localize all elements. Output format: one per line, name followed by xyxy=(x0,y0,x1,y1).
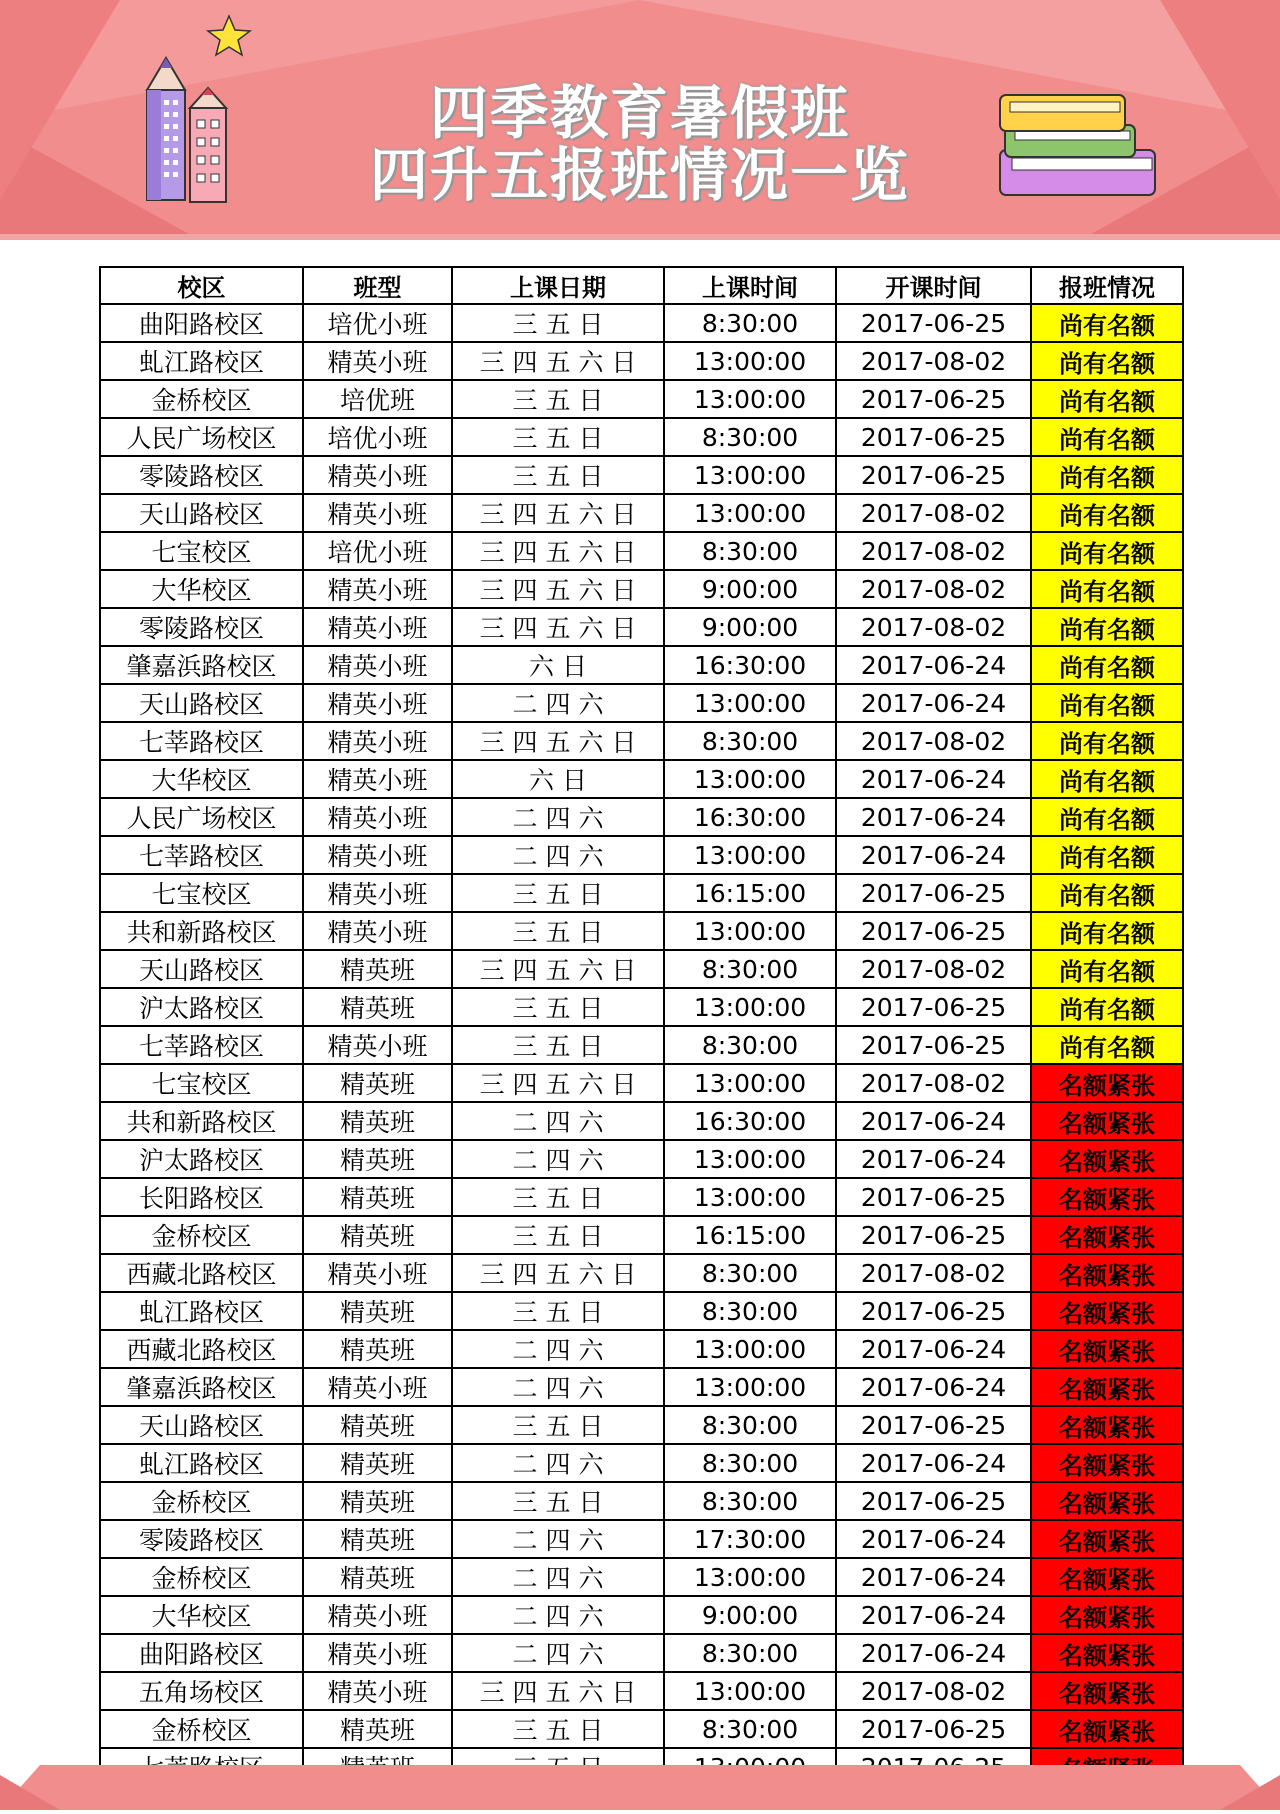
cell-start-date: 2017-06-24 xyxy=(836,1634,1031,1672)
cell-class-type: 精英小班 xyxy=(303,456,452,494)
cell-class-type: 培优小班 xyxy=(303,304,452,342)
cell-class-type: 精英班 xyxy=(303,1292,452,1330)
cell-campus: 七莘路校区 xyxy=(100,1026,303,1064)
cell-class-days: 二 四 六 xyxy=(452,836,664,874)
cell-enrollment-status: 尚有名额 xyxy=(1031,646,1183,684)
cell-class-time: 8:30:00 xyxy=(664,950,836,988)
table-row xyxy=(100,1596,1183,1634)
cell-enrollment-status: 尚有名额 xyxy=(1031,532,1183,570)
table-row xyxy=(100,456,1183,494)
cell-campus: 天山路校区 xyxy=(100,1406,303,1444)
table-row xyxy=(100,988,1183,1026)
cell-start-date: 2017-06-25 xyxy=(836,912,1031,950)
cell-enrollment-status: 尚有名额 xyxy=(1031,608,1183,646)
cell-class-type: 精英小班 xyxy=(303,912,452,950)
footer-banner xyxy=(0,1765,1280,1810)
cell-start-date: 2017-06-25 xyxy=(836,1482,1031,1520)
cell-campus: 零陵路校区 xyxy=(100,456,303,494)
cell-class-type: 精英班 xyxy=(303,1482,452,1520)
cell-campus: 虬江路校区 xyxy=(100,342,303,380)
cell-class-days: 三 五 日 xyxy=(452,988,664,1026)
table-row xyxy=(100,1672,1183,1710)
table-row xyxy=(100,646,1183,684)
cell-class-time: 13:00:00 xyxy=(664,380,836,418)
cell-class-time: 13:00:00 xyxy=(664,836,836,874)
cell-enrollment-status: 名额紧张 xyxy=(1031,1178,1183,1216)
cell-class-time: 13:00:00 xyxy=(664,1368,836,1406)
cell-campus: 七宝校区 xyxy=(100,532,303,570)
cell-class-days: 三 四 五 六 日 xyxy=(452,342,664,380)
cell-class-days: 三 四 五 六 日 xyxy=(452,722,664,760)
cell-class-days: 二 四 六 xyxy=(452,1330,664,1368)
cell-campus: 天山路校区 xyxy=(100,494,303,532)
cell-start-date: 2017-06-24 xyxy=(836,1596,1031,1634)
cell-class-type: 精英班 xyxy=(303,1064,452,1102)
cell-class-time: 8:30:00 xyxy=(664,418,836,456)
cell-class-type: 精英小班 xyxy=(303,646,452,684)
table-row xyxy=(100,608,1183,646)
cell-class-time: 13:00:00 xyxy=(664,494,836,532)
table-row xyxy=(100,950,1183,988)
cell-start-date: 2017-06-25 xyxy=(836,988,1031,1026)
cell-class-time: 16:15:00 xyxy=(664,874,836,912)
page-title: 四季教育暑假班 xyxy=(429,79,850,147)
cell-class-days: 二 四 六 xyxy=(452,1140,664,1178)
cell-start-date: 2017-06-24 xyxy=(836,646,1031,684)
table-row xyxy=(100,418,1183,456)
cell-campus: 虬江路校区 xyxy=(100,1444,303,1482)
cell-class-days: 三 四 五 六 日 xyxy=(452,608,664,646)
cell-class-type: 精英小班 xyxy=(303,494,452,532)
cell-class-days: 三 四 五 六 日 xyxy=(452,532,664,570)
cell-campus: 五角场校区 xyxy=(100,1672,303,1710)
cell-start-date: 2017-06-24 xyxy=(836,684,1031,722)
cell-campus: 金桥校区 xyxy=(100,380,303,418)
cell-enrollment-status: 名额紧张 xyxy=(1031,1672,1183,1710)
cell-start-date: 2017-08-02 xyxy=(836,342,1031,380)
cell-class-time: 13:00:00 xyxy=(664,912,836,950)
cell-enrollment-status: 名额紧张 xyxy=(1031,1102,1183,1140)
cell-campus: 曲阳路校区 xyxy=(100,304,303,342)
cell-class-days: 六 日 xyxy=(452,646,664,684)
table-row xyxy=(100,342,1183,380)
cell-class-days: 三 四 五 六 日 xyxy=(452,1254,664,1292)
cell-class-time: 8:30:00 xyxy=(664,1406,836,1444)
cell-class-type: 精英班 xyxy=(303,1520,452,1558)
page-subtitle: 四升五报班情况一览 xyxy=(369,141,910,209)
cell-class-days: 三 四 五 六 日 xyxy=(452,1064,664,1102)
cell-campus: 七宝校区 xyxy=(100,874,303,912)
table-row xyxy=(100,1140,1183,1178)
table-row xyxy=(100,874,1183,912)
table-row xyxy=(100,494,1183,532)
cell-enrollment-status: 名额紧张 xyxy=(1031,1482,1183,1520)
cell-class-days: 三 五 日 xyxy=(452,912,664,950)
cell-enrollment-status: 尚有名额 xyxy=(1031,418,1183,456)
cell-start-date: 2017-06-25 xyxy=(836,304,1031,342)
cell-enrollment-status: 尚有名额 xyxy=(1031,684,1183,722)
table-row xyxy=(100,1482,1183,1520)
cell-enrollment-status: 尚有名额 xyxy=(1031,456,1183,494)
cell-enrollment-status: 名额紧张 xyxy=(1031,1064,1183,1102)
cell-start-date: 2017-08-02 xyxy=(836,532,1031,570)
cell-class-time: 9:00:00 xyxy=(664,608,836,646)
table-row xyxy=(100,1026,1183,1064)
cell-class-type: 精英小班 xyxy=(303,570,452,608)
header-class-days: 上课日期 xyxy=(452,267,664,304)
cell-enrollment-status: 名额紧张 xyxy=(1031,1558,1183,1596)
cell-campus: 西藏北路校区 xyxy=(100,1254,303,1292)
cell-campus: 天山路校区 xyxy=(100,684,303,722)
cell-class-time: 8:30:00 xyxy=(664,1634,836,1672)
cell-enrollment-status: 名额紧张 xyxy=(1031,1634,1183,1672)
cell-enrollment-status: 名额紧张 xyxy=(1031,1596,1183,1634)
cell-campus: 大华校区 xyxy=(100,570,303,608)
cell-class-days: 二 四 六 xyxy=(452,1444,664,1482)
cell-enrollment-status: 尚有名额 xyxy=(1031,304,1183,342)
cell-enrollment-status: 尚有名额 xyxy=(1031,988,1183,1026)
cell-class-days: 三 五 日 xyxy=(452,380,664,418)
cell-class-type: 精英班 xyxy=(303,950,452,988)
cell-enrollment-status: 尚有名额 xyxy=(1031,912,1183,950)
table-row xyxy=(100,1444,1183,1482)
cell-start-date: 2017-08-02 xyxy=(836,608,1031,646)
cell-campus: 沪太路校区 xyxy=(100,1140,303,1178)
cell-enrollment-status: 尚有名额 xyxy=(1031,874,1183,912)
table-row xyxy=(100,722,1183,760)
table-row xyxy=(100,1368,1183,1406)
cell-start-date: 2017-06-25 xyxy=(836,1406,1031,1444)
cell-class-time: 13:00:00 xyxy=(664,1558,836,1596)
cell-class-type: 精英小班 xyxy=(303,836,452,874)
table-row xyxy=(100,380,1183,418)
cell-class-time: 13:00:00 xyxy=(664,760,836,798)
table-row xyxy=(100,798,1183,836)
cell-campus: 共和新路校区 xyxy=(100,1102,303,1140)
cell-enrollment-status: 尚有名额 xyxy=(1031,1026,1183,1064)
cell-campus: 金桥校区 xyxy=(100,1482,303,1520)
header-banner xyxy=(0,0,1280,240)
cell-class-days: 二 四 六 xyxy=(452,1102,664,1140)
cell-class-type: 培优班 xyxy=(303,380,452,418)
cell-class-type: 精英班 xyxy=(303,1140,452,1178)
cell-class-days: 三 五 日 xyxy=(452,304,664,342)
cell-class-time: 8:30:00 xyxy=(664,1026,836,1064)
cell-class-days: 三 五 日 xyxy=(452,1292,664,1330)
cell-class-time: 8:30:00 xyxy=(664,1482,836,1520)
cell-campus: 天山路校区 xyxy=(100,950,303,988)
cell-enrollment-status: 名额紧张 xyxy=(1031,1330,1183,1368)
cell-class-days: 二 四 六 xyxy=(452,1596,664,1634)
cell-class-type: 精英小班 xyxy=(303,1368,452,1406)
cell-campus: 共和新路校区 xyxy=(100,912,303,950)
cell-campus: 金桥校区 xyxy=(100,1710,303,1748)
cell-class-type: 精英班 xyxy=(303,1216,452,1254)
table-row xyxy=(100,532,1183,570)
cell-class-days: 三 五 日 xyxy=(452,874,664,912)
cell-class-type: 精英班 xyxy=(303,1710,452,1748)
cell-class-type: 精英班 xyxy=(303,1558,452,1596)
cell-class-days: 三 五 日 xyxy=(452,1026,664,1064)
cell-campus: 大华校区 xyxy=(100,760,303,798)
cell-class-time: 13:00:00 xyxy=(664,1672,836,1710)
cell-start-date: 2017-06-25 xyxy=(836,418,1031,456)
cell-class-time: 8:30:00 xyxy=(664,1254,836,1292)
cell-enrollment-status: 名额紧张 xyxy=(1031,1368,1183,1406)
table-row xyxy=(100,836,1183,874)
cell-class-type: 精英班 xyxy=(303,1102,452,1140)
cell-enrollment-status: 尚有名额 xyxy=(1031,380,1183,418)
cell-class-time: 8:30:00 xyxy=(664,304,836,342)
header-start-date: 开课时间 xyxy=(836,267,1031,304)
table-row xyxy=(100,1406,1183,1444)
cell-start-date: 2017-06-24 xyxy=(836,1140,1031,1178)
cell-class-type: 精英小班 xyxy=(303,608,452,646)
cell-class-type: 精英小班 xyxy=(303,1026,452,1064)
cell-class-days: 二 四 六 xyxy=(452,1520,664,1558)
cell-class-time: 8:30:00 xyxy=(664,722,836,760)
cell-campus: 零陵路校区 xyxy=(100,1520,303,1558)
table-row xyxy=(100,1558,1183,1596)
cell-start-date: 2017-06-25 xyxy=(836,1178,1031,1216)
cell-enrollment-status: 名额紧张 xyxy=(1031,1254,1183,1292)
cell-campus: 人民广场校区 xyxy=(100,418,303,456)
table-row xyxy=(100,1634,1183,1672)
cell-class-days: 三 五 日 xyxy=(452,1482,664,1520)
cell-class-time: 8:30:00 xyxy=(664,532,836,570)
cell-class-time: 8:30:00 xyxy=(664,1710,836,1748)
cell-start-date: 2017-08-02 xyxy=(836,950,1031,988)
cell-start-date: 2017-06-24 xyxy=(836,1520,1031,1558)
cell-class-type: 精英小班 xyxy=(303,1596,452,1634)
cell-class-days: 三 四 五 六 日 xyxy=(452,1672,664,1710)
cell-campus: 虬江路校区 xyxy=(100,1292,303,1330)
cell-start-date: 2017-08-02 xyxy=(836,494,1031,532)
cell-class-time: 8:30:00 xyxy=(664,1292,836,1330)
cell-class-time: 13:00:00 xyxy=(664,684,836,722)
cell-start-date: 2017-06-24 xyxy=(836,1368,1031,1406)
cell-class-days: 三 四 五 六 日 xyxy=(452,494,664,532)
cell-start-date: 2017-06-24 xyxy=(836,1330,1031,1368)
cell-campus: 沪太路校区 xyxy=(100,988,303,1026)
cell-campus: 七莘路校区 xyxy=(100,836,303,874)
table-row xyxy=(100,1292,1183,1330)
cell-start-date: 2017-06-24 xyxy=(836,760,1031,798)
cell-class-time: 16:30:00 xyxy=(664,646,836,684)
cell-class-days: 三 四 五 六 日 xyxy=(452,950,664,988)
cell-start-date: 2017-06-24 xyxy=(836,1102,1031,1140)
cell-class-type: 精英小班 xyxy=(303,1634,452,1672)
table-row xyxy=(100,1520,1183,1558)
cell-class-time: 16:30:00 xyxy=(664,798,836,836)
cell-enrollment-status: 尚有名额 xyxy=(1031,760,1183,798)
table-row xyxy=(100,1330,1183,1368)
cell-enrollment-status: 尚有名额 xyxy=(1031,570,1183,608)
cell-enrollment-status: 尚有名额 xyxy=(1031,950,1183,988)
cell-class-time: 13:00:00 xyxy=(664,342,836,380)
cell-enrollment-status: 名额紧张 xyxy=(1031,1140,1183,1178)
cell-enrollment-status: 名额紧张 xyxy=(1031,1406,1183,1444)
cell-class-time: 16:30:00 xyxy=(664,1102,836,1140)
cell-enrollment-status: 名额紧张 xyxy=(1031,1292,1183,1330)
cell-campus: 大华校区 xyxy=(100,1596,303,1634)
cell-class-type: 精英小班 xyxy=(303,342,452,380)
cell-class-time: 13:00:00 xyxy=(664,456,836,494)
cell-start-date: 2017-06-24 xyxy=(836,798,1031,836)
table-row xyxy=(100,912,1183,950)
cell-class-time: 9:00:00 xyxy=(664,1596,836,1634)
cell-class-time: 13:00:00 xyxy=(664,1064,836,1102)
cell-start-date: 2017-06-25 xyxy=(836,1710,1031,1748)
cell-campus: 七莘路校区 xyxy=(100,722,303,760)
cell-enrollment-status: 尚有名额 xyxy=(1031,494,1183,532)
cell-enrollment-status: 名额紧张 xyxy=(1031,1710,1183,1748)
cell-start-date: 2017-06-25 xyxy=(836,1026,1031,1064)
cell-campus: 零陵路校区 xyxy=(100,608,303,646)
cell-class-days: 三 五 日 xyxy=(452,418,664,456)
cell-campus: 长阳路校区 xyxy=(100,1178,303,1216)
cell-enrollment-status: 尚有名额 xyxy=(1031,722,1183,760)
cell-class-type: 培优小班 xyxy=(303,418,452,456)
cell-class-days: 二 四 六 xyxy=(452,1368,664,1406)
cell-class-time: 13:00:00 xyxy=(664,1140,836,1178)
cell-class-type: 精英小班 xyxy=(303,684,452,722)
cell-start-date: 2017-08-02 xyxy=(836,1672,1031,1710)
cell-class-time: 13:00:00 xyxy=(664,988,836,1026)
cell-campus: 金桥校区 xyxy=(100,1558,303,1596)
table-row xyxy=(100,1254,1183,1292)
header-campus: 校区 xyxy=(100,267,303,304)
cell-campus: 肇嘉浜路校区 xyxy=(100,1368,303,1406)
cell-class-type: 精英小班 xyxy=(303,798,452,836)
cell-class-type: 精英班 xyxy=(303,988,452,1026)
cell-class-days: 二 四 六 xyxy=(452,1558,664,1596)
cell-class-days: 六 日 xyxy=(452,760,664,798)
header-class-time: 上课时间 xyxy=(664,267,836,304)
cell-class-time: 17:30:00 xyxy=(664,1520,836,1558)
table-row xyxy=(100,760,1183,798)
cell-class-type: 精英班 xyxy=(303,1444,452,1482)
cell-start-date: 2017-08-02 xyxy=(836,570,1031,608)
cell-class-days: 二 四 六 xyxy=(452,798,664,836)
cell-enrollment-status: 尚有名额 xyxy=(1031,836,1183,874)
cell-start-date: 2017-06-25 xyxy=(836,874,1031,912)
cell-class-days: 三 五 日 xyxy=(452,456,664,494)
cell-class-type: 精英小班 xyxy=(303,760,452,798)
header-enrollment-status: 报班情况 xyxy=(1031,267,1183,304)
cell-start-date: 2017-06-24 xyxy=(836,1558,1031,1596)
cell-start-date: 2017-06-24 xyxy=(836,1444,1031,1482)
cell-class-type: 培优小班 xyxy=(303,532,452,570)
table-row xyxy=(100,570,1183,608)
cell-class-type: 精英小班 xyxy=(303,722,452,760)
footer-background xyxy=(0,1765,1280,1810)
cell-start-date: 2017-06-25 xyxy=(836,456,1031,494)
cell-campus: 金桥校区 xyxy=(100,1216,303,1254)
cell-class-type: 精英小班 xyxy=(303,1672,452,1710)
table-header-row xyxy=(100,267,1183,304)
cell-class-time: 8:30:00 xyxy=(664,1444,836,1482)
table-row xyxy=(100,304,1183,342)
table-row xyxy=(100,1710,1183,1748)
cell-start-date: 2017-08-02 xyxy=(836,1064,1031,1102)
cell-class-days: 三 五 日 xyxy=(452,1406,664,1444)
cell-campus: 西藏北路校区 xyxy=(100,1330,303,1368)
cell-class-days: 三 四 五 六 日 xyxy=(452,570,664,608)
cell-start-date: 2017-06-25 xyxy=(836,1216,1031,1254)
cell-enrollment-status: 尚有名额 xyxy=(1031,342,1183,380)
enrollment-table-wrapper xyxy=(99,266,1184,1787)
cell-campus: 曲阳路校区 xyxy=(100,1634,303,1672)
table-row xyxy=(100,1064,1183,1102)
cell-campus: 人民广场校区 xyxy=(100,798,303,836)
table-row xyxy=(100,1178,1183,1216)
cell-class-days: 三 五 日 xyxy=(452,1710,664,1748)
table-body xyxy=(100,304,1183,1786)
cell-start-date: 2017-08-02 xyxy=(836,1254,1031,1292)
cell-start-date: 2017-08-02 xyxy=(836,722,1031,760)
cell-class-type: 精英班 xyxy=(303,1406,452,1444)
cell-class-type: 精英班 xyxy=(303,1178,452,1216)
cell-enrollment-status: 名额紧张 xyxy=(1031,1520,1183,1558)
cell-class-type: 精英小班 xyxy=(303,874,452,912)
cell-class-days: 二 四 六 xyxy=(452,1634,664,1672)
cell-campus: 肇嘉浜路校区 xyxy=(100,646,303,684)
cell-start-date: 2017-06-25 xyxy=(836,380,1031,418)
cell-class-type: 精英班 xyxy=(303,1330,452,1368)
table-row xyxy=(100,1102,1183,1140)
enrollment-table xyxy=(99,266,1184,1787)
cell-enrollment-status: 尚有名额 xyxy=(1031,798,1183,836)
table-row xyxy=(100,1216,1183,1254)
cell-start-date: 2017-06-24 xyxy=(836,836,1031,874)
cell-class-time: 13:00:00 xyxy=(664,1178,836,1216)
cell-class-type: 精英小班 xyxy=(303,1254,452,1292)
cell-campus: 七宝校区 xyxy=(100,1064,303,1102)
cell-class-days: 三 五 日 xyxy=(452,1178,664,1216)
cell-enrollment-status: 名额紧张 xyxy=(1031,1444,1183,1482)
table-row xyxy=(100,684,1183,722)
cell-class-days: 三 五 日 xyxy=(452,1216,664,1254)
cell-class-time: 16:15:00 xyxy=(664,1216,836,1254)
cell-class-time: 9:00:00 xyxy=(664,570,836,608)
cell-class-days: 二 四 六 xyxy=(452,684,664,722)
cell-start-date: 2017-06-25 xyxy=(836,1292,1031,1330)
cell-class-time: 13:00:00 xyxy=(664,1330,836,1368)
header-class-type: 班型 xyxy=(303,267,452,304)
cell-enrollment-status: 名额紧张 xyxy=(1031,1216,1183,1254)
